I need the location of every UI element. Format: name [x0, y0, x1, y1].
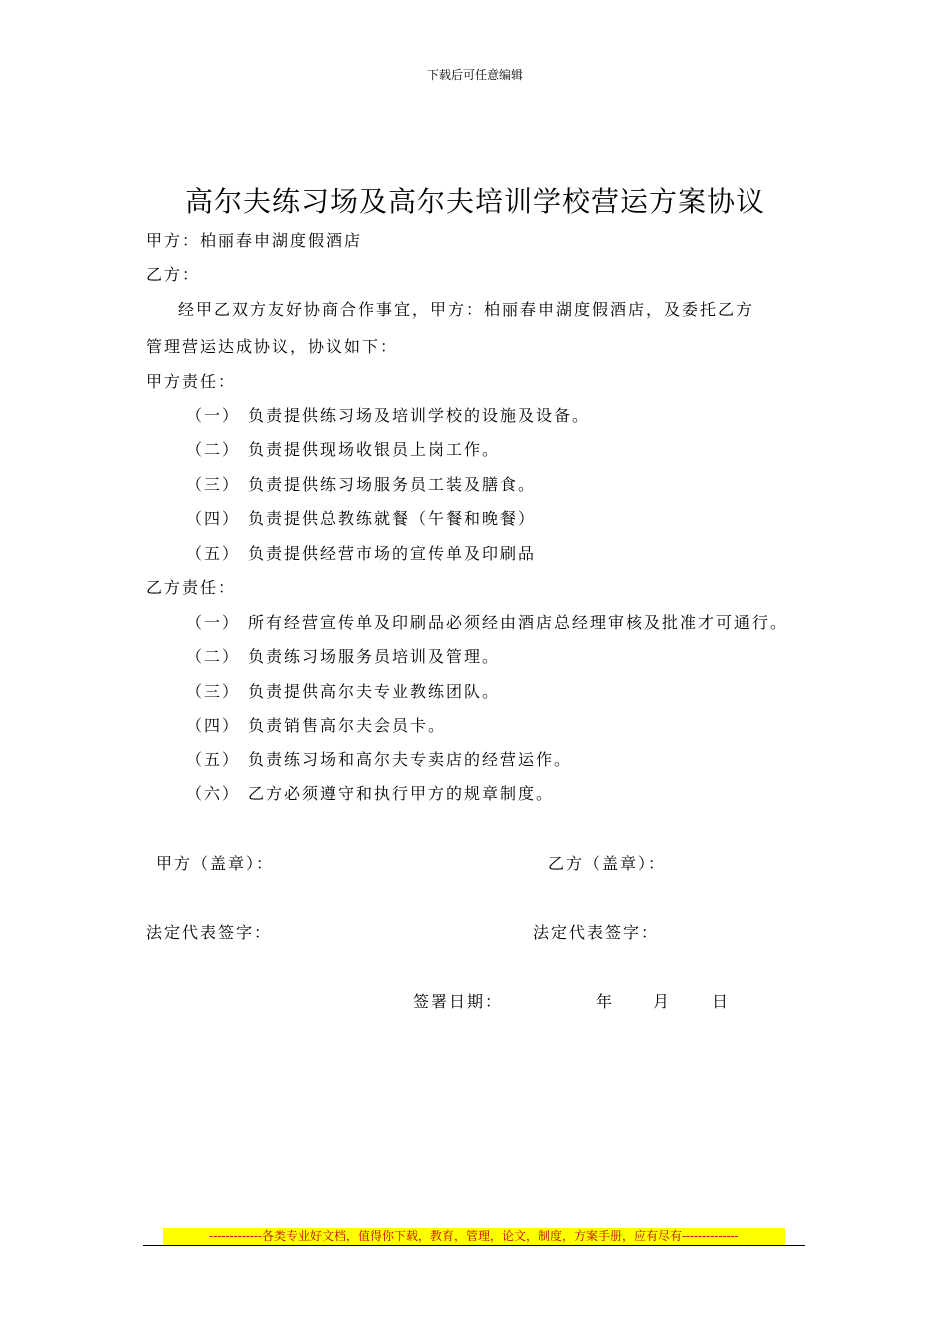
item-text: 负责提供经营市场的宣传单及印刷品: [248, 544, 537, 563]
party-a-duty-item: [186, 437, 500, 460]
footer-banner: -------------各类专业好文档，值得你下载，教育，管理，论文，制度，方案手册，应有尽有--------------: [163, 1228, 785, 1245]
item-number: （二）: [186, 647, 241, 666]
item-text: 负责提供练习场及培训学校的设施及设备。: [248, 406, 591, 425]
party-a-duty-item: [186, 541, 536, 564]
party-a-line: 甲方：柏丽春申湖度假酒店: [146, 231, 363, 250]
party-b-duty-item: [186, 610, 788, 633]
party-a-seal-label: 甲方（盖章）：: [156, 854, 275, 873]
item-text: 负责销售高尔夫会员卡。: [248, 716, 447, 735]
party-b-duty-item: [186, 747, 572, 770]
item-text: 负责提供高尔夫专业教练团队。: [248, 682, 501, 701]
item-number: （二）: [186, 440, 241, 459]
item-number: （六）: [186, 784, 241, 803]
item-text: 负责练习场和高尔夫专卖店的经营运作。: [248, 750, 573, 769]
footer-divider: [143, 1245, 805, 1246]
item-text: 负责提供总教练就餐（午餐和晚餐）: [248, 509, 537, 528]
item-number: （四）: [186, 509, 241, 528]
party-a-duty-item: [186, 472, 536, 495]
document-title: 高尔夫练习场及高尔夫培训学校营运方案协议: [184, 185, 765, 218]
header-note: 下载后可任意编辑: [426, 68, 523, 82]
party-a-duty-item: [186, 506, 536, 529]
sign-date-label: 签署日期：: [413, 992, 504, 1011]
party-a-duty-item: [186, 403, 590, 426]
party-b-line: 乙方：: [146, 265, 201, 284]
intro-line-1: 经甲乙双方友好协商合作事宜，甲方：柏丽春申湖度假酒店，及委托乙方: [178, 300, 755, 319]
date-month: 月: [653, 992, 672, 1011]
party-b-duty-item: [186, 713, 446, 736]
date-day: 日: [712, 992, 731, 1011]
party-b-duty-item: [186, 644, 500, 667]
party-b-duties-heading: 乙方责任：: [146, 578, 237, 597]
item-number: （四）: [186, 716, 241, 735]
item-text: 负责提供现场收银员上岗工作。: [248, 440, 501, 459]
party-a-rep-label: 法定代表签字：: [146, 923, 273, 942]
party-b-seal-label: 乙方（盖章）：: [548, 854, 667, 873]
item-number: （五）: [186, 750, 241, 769]
date-year: 年: [596, 992, 615, 1011]
item-text: 所有经营宣传单及印刷品必须经由酒店总经理审核及批准才可通行。: [248, 613, 789, 632]
item-number: （三）: [186, 475, 241, 494]
item-text: 负责提供练习场服务员工装及膳食。: [248, 475, 537, 494]
item-number: （一）: [186, 613, 241, 632]
item-number: （一）: [186, 406, 241, 425]
intro-line-2: 管理营运达成协议，协议如下：: [146, 337, 399, 356]
party-b-duty-item: [186, 781, 554, 804]
party-b-duty-item: [186, 679, 500, 702]
item-text: 负责练习场服务员培训及管理。: [248, 647, 501, 666]
party-a-duties-heading: 甲方责任：: [146, 372, 237, 391]
party-b-rep-label: 法定代表签字：: [533, 923, 660, 942]
item-text: 乙方必须遵守和执行甲方的规章制度。: [248, 784, 555, 803]
item-number: （五）: [186, 544, 241, 563]
item-number: （三）: [186, 682, 241, 701]
